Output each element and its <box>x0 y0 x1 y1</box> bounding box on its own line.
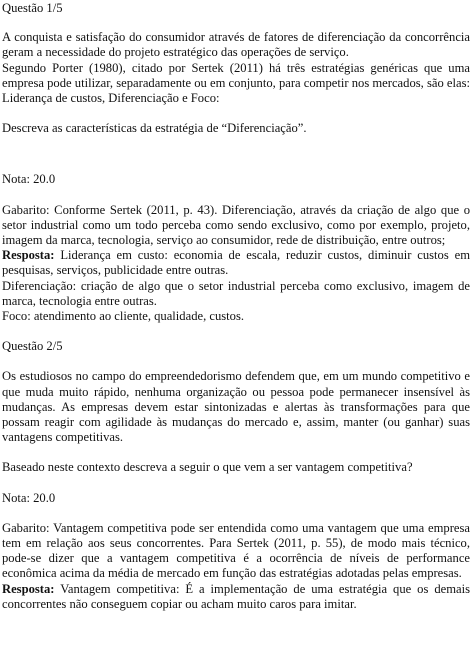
question-2-score: Nota: 20.0 <box>2 490 56 505</box>
question-1-prompt: Descreva as características da estratégia de “Diferenciação”. <box>2 121 307 136</box>
document-page <box>0 1 474 662</box>
question-1-score: Nota: 20.0 <box>2 172 56 187</box>
question-1-title: Questão 1/5 <box>2 1 63 15</box>
question-2-title: Questão 2/5 <box>2 339 63 354</box>
answer-text: Liderança em custo: economia de escala, reduzir custos, diminuir custos em pesquisas, serviços, publicidade entre outras. <box>2 248 470 278</box>
question-2-answer-key: Gabarito: Vantagem competitiva pode ser entendida como uma vantagem que uma empresa tem em relação aos seus concorrentes. Para Sertek (2011, p. 55), de modo mais técnico, pode-se dizer que a vantagem competitiva é a ocorrência de níveis de performance econômica acima da média de mercado em função das estratégias adotadas pelas empresas. <box>2 520 470 581</box>
question-2-answer <box>2 582 470 612</box>
question-1-answer-differentiation: Diferenciação: criação de algo que o setor industrial perceba como exclusivo, imagem de marca, tecnologia entre outras. <box>2 278 470 308</box>
question-1-answer-focus: Foco: atendimento ao cliente, qualidade, custos. <box>2 309 245 324</box>
answer-label: Resposta: <box>2 248 55 263</box>
question-1-answer <box>2 248 470 278</box>
question-1-answer-key: Gabarito: Conforme Sertek (2011, p. 43). Diferenciação, através da criação de algo que o setor industrial como um todo perceba como sendo exclusivo, como por exemplo, projeto, imagem da marca, tecnologia, serviço ao consumidor, rede de distribuição, entre outros; <box>2 202 470 248</box>
question-2-prompt: Baseado neste contexto descreva a seguir o que vem a ser vantagem competitiva? <box>2 460 413 475</box>
question-1-statement-porter: Segundo Porter (1980), citado por Sertek (2011) há três estratégias genéricas que uma empresa pode utilizar, separadamente ou em conjunto, para competir nos mercados, são elas: Liderança de custos, Diferenciação e Foco: <box>2 60 470 106</box>
question-2-statement: Os estudiosos no campo do empreendedorismo defendem que, em um mundo competitivo e que muda muito rápido, nenhuma organização ou pessoa pode permanecer insensível às mudanças. As empresas devem estar sintonizadas e alertas às transformações para que possam reagir com agilidade às mudanças do mercado e, assim, manter (ou ganhar) suas vantagens competitivas. <box>2 369 470 445</box>
answer-text: Vantagem competitiva: É a implementação de uma estratégia que os demais concorrentes não conseguem copiar ou acham muito caros para imitar. <box>2 581 470 611</box>
question-1-statement-intro: A conquista e satisfação do consumidor através de fatores de diferenciação da concorrência geram a necessidade do projeto estratégico das operações de serviço. <box>2 30 470 60</box>
answer-label: Resposta: <box>2 581 55 596</box>
